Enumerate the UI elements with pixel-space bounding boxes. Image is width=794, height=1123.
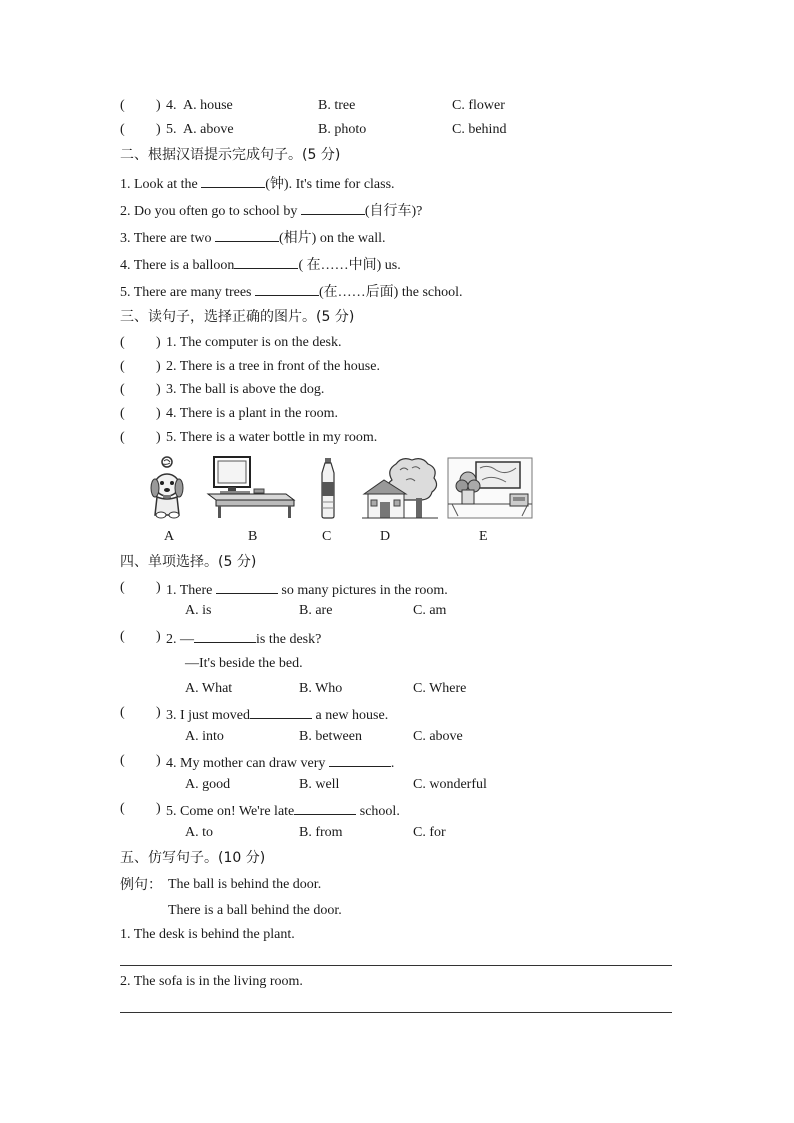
answer-paren-open: ( xyxy=(120,629,125,644)
answer-paren-open: ( xyxy=(120,359,125,374)
answer-paren-close: ) xyxy=(156,98,161,113)
answer-paren-open: ( xyxy=(120,98,125,113)
option-c: C. am xyxy=(413,603,447,618)
answer-paren-close: ) xyxy=(156,705,161,720)
example-sentence: There is a ball behind the door. xyxy=(168,903,342,918)
option-a: A. What xyxy=(185,681,233,696)
fill-sentence: 3. There are two (相片) on the wall. xyxy=(120,227,386,248)
answer-paren-open: ( xyxy=(120,335,125,350)
option-b: B. between xyxy=(299,729,362,744)
answer-paren-open: ( xyxy=(120,705,125,720)
option-b: B. from xyxy=(299,825,343,840)
question-number: 4. xyxy=(166,98,177,113)
answer-paren-open: ( xyxy=(120,406,125,421)
answer-paren-close: ) xyxy=(156,801,161,816)
answer-paren-close: ) xyxy=(156,122,161,137)
answer-blank[interactable] xyxy=(216,579,278,594)
answer-blank[interactable] xyxy=(250,704,312,719)
picture-label: D xyxy=(380,529,391,544)
question-text: 1. The computer is on the desk. xyxy=(166,335,342,350)
question-text: 3. The ball is above the dog. xyxy=(166,382,325,397)
answer-paren-close: ) xyxy=(156,359,161,374)
option-c: C. wonderful xyxy=(413,777,487,792)
section-title: 五、仿写句子。(10 分) xyxy=(120,850,266,866)
section-title: 三、读句子，选择正确的图片。(5 分) xyxy=(120,309,355,325)
option-a: A. is xyxy=(185,603,212,618)
answer-paren-close: ) xyxy=(156,580,161,595)
answer-paren-open: ( xyxy=(120,430,125,445)
answer-paren-close: ) xyxy=(156,629,161,644)
computer-on-desk-icon xyxy=(208,456,294,518)
answer-blank[interactable] xyxy=(215,227,279,242)
option-a: A. good xyxy=(185,777,231,792)
fill-sentence: 4. There is a balloon ( 在……中间) us. xyxy=(120,254,401,275)
question-text: 2. There is a tree in front of the house. xyxy=(166,359,380,374)
option-b: B. well xyxy=(299,777,340,792)
answer-paren-open: ( xyxy=(120,580,125,595)
option-b: B. are xyxy=(299,603,333,618)
option-b: B. Who xyxy=(299,681,343,696)
option-a: A. above xyxy=(183,122,234,137)
answer-paren-close: ) xyxy=(156,382,161,397)
option-c: C. for xyxy=(413,825,446,840)
option-a: A. into xyxy=(185,729,224,744)
answer-blank[interactable] xyxy=(194,628,256,643)
picture-label: B xyxy=(248,529,258,544)
question-text: 5. There is a water bottle in my room. xyxy=(166,430,378,445)
rewrite-prompt: 2. The sofa is in the living room. xyxy=(120,974,303,989)
option-a: A. house xyxy=(183,98,233,113)
fill-sentence: 2. Do you often go to school by (自行车)? xyxy=(120,200,422,221)
answer-blank[interactable] xyxy=(329,752,391,767)
answer-blank[interactable] xyxy=(201,173,265,188)
answer-paren-open: ( xyxy=(120,801,125,816)
answer-line[interactable] xyxy=(120,965,672,966)
dog-with-ball-icon xyxy=(145,455,193,519)
picture-label: E xyxy=(479,529,488,544)
question-text: 1. There so many pictures in the room. xyxy=(166,579,448,600)
answer-paren-open: ( xyxy=(120,122,125,137)
section-title: 二、根据汉语提示完成句子。(5 分) xyxy=(120,147,341,163)
question-text: 2. — is the desk? xyxy=(166,628,321,649)
option-c: C. Where xyxy=(413,681,467,696)
picture-label: C xyxy=(322,529,332,544)
option-c: C. above xyxy=(413,729,463,744)
answer-paren-close: ) xyxy=(156,430,161,445)
example-label: 例句： xyxy=(120,877,162,893)
example-sentence: The ball is behind the door. xyxy=(168,877,322,892)
answer-blank[interactable] xyxy=(255,281,319,296)
option-c: C. flower xyxy=(452,98,505,113)
question-text: 5. Come on! We're late school. xyxy=(166,800,400,821)
room-with-plant-icon xyxy=(448,458,532,518)
answer-blank[interactable] xyxy=(234,254,298,269)
answer-blank[interactable] xyxy=(294,800,356,815)
option-c: C. behind xyxy=(452,122,507,137)
question-text: 4. There is a plant in the room. xyxy=(166,406,338,421)
option-b: B. tree xyxy=(318,98,356,113)
answer-paren-close: ) xyxy=(156,406,161,421)
water-bottle-icon xyxy=(318,458,338,518)
question-text: 4. My mother can draw very . xyxy=(166,752,394,773)
picture-label: A xyxy=(164,529,175,544)
house-with-tree-icon xyxy=(362,458,438,520)
answer-blank[interactable] xyxy=(301,200,365,215)
option-a: A. to xyxy=(185,825,213,840)
question-text: 3. I just moved a new house. xyxy=(166,704,388,725)
fill-sentence: 5. There are many trees (在……后面) the school. xyxy=(120,281,463,302)
answer-paren-open: ( xyxy=(120,382,125,397)
answer-paren-close: ) xyxy=(156,335,161,350)
rewrite-prompt: 1. The desk is behind the plant. xyxy=(120,927,295,942)
fill-sentence: 1. Look at the (钟). It's time for class. xyxy=(120,173,395,194)
question-number: 5. xyxy=(166,122,177,137)
option-b: B. photo xyxy=(318,122,367,137)
answer-paren-open: ( xyxy=(120,753,125,768)
dialogue-reply: —It's beside the bed. xyxy=(185,656,303,671)
section-title: 四、单项选择。(5 分) xyxy=(120,554,257,570)
answer-line[interactable] xyxy=(120,1012,672,1013)
answer-paren-close: ) xyxy=(156,753,161,768)
